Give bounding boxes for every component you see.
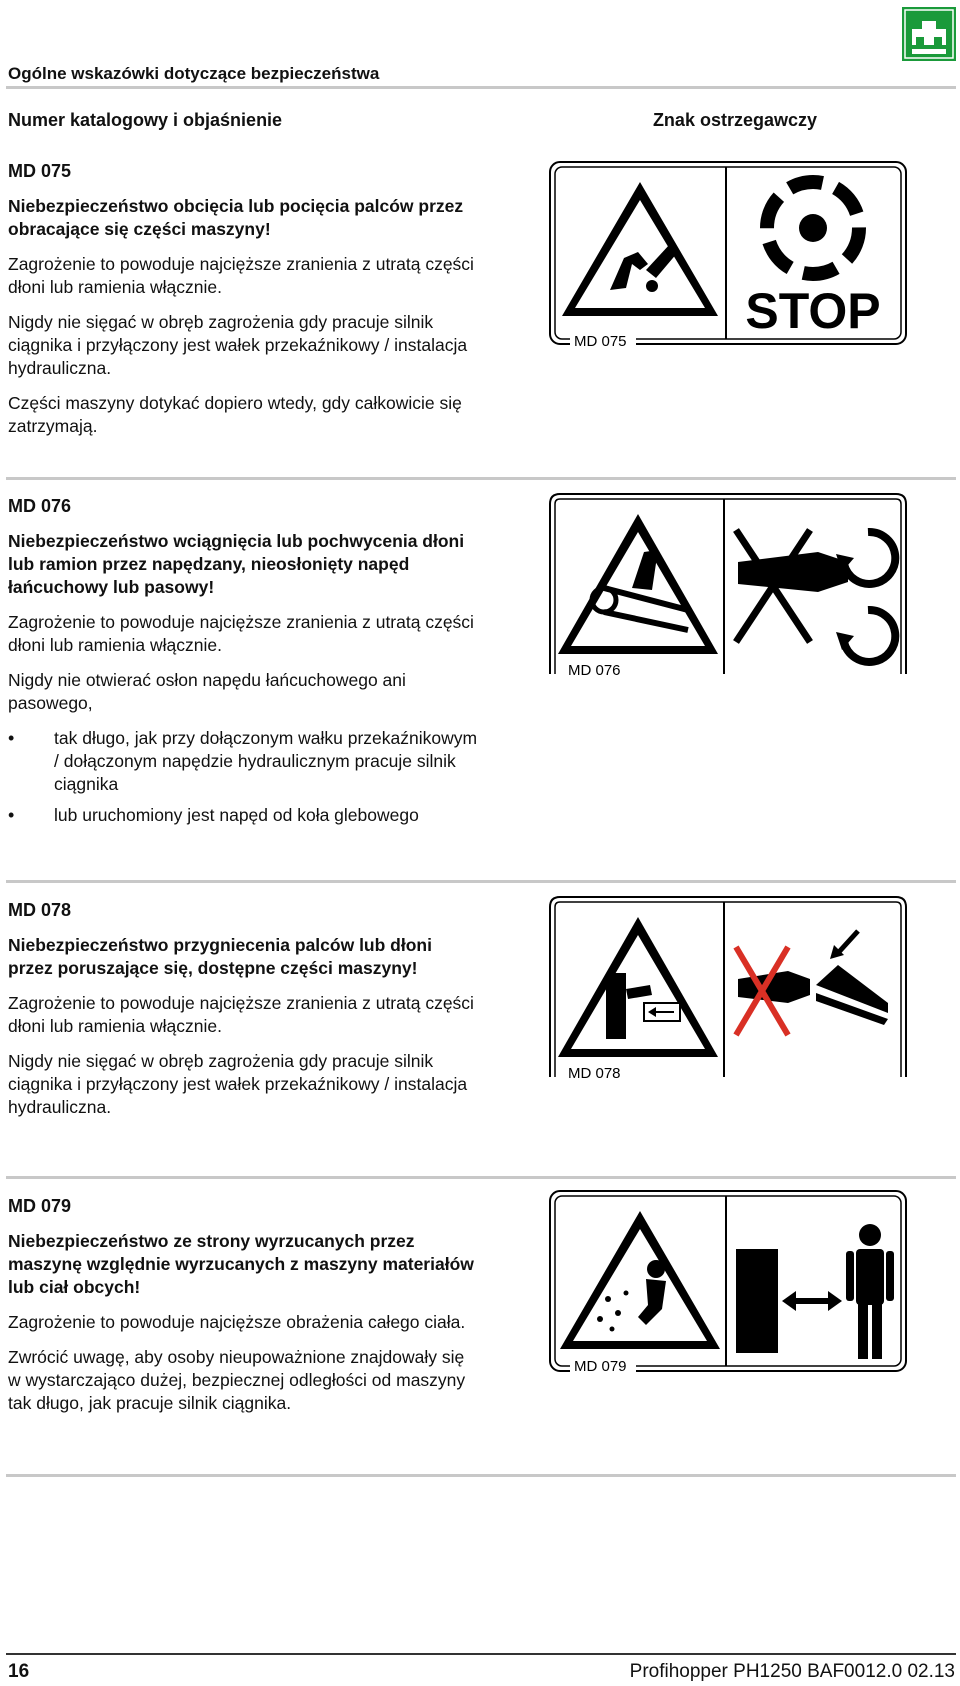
document-id: Profihopper PH1250 BAF0012.0 02.13 <box>629 1661 955 1682</box>
divider <box>6 1474 956 1477</box>
entry-paragraph: Zagrożenie to powoduje najcięższe zranienia z utratą części dłoni lub ramienia włącznie. <box>8 254 474 297</box>
entry-md076 <box>8 495 478 835</box>
entry-paragraph: Nigdy nie sięgać w obręb zagrożenia gdy pracuje silnik ciągnika i przyłączony jest wałek przekaźnikowy / instalacja hydrauliczna. <box>8 312 468 378</box>
rotating-blade-icon <box>767 182 859 274</box>
entry-paragraph: Nigdy nie sięgać w obręb zagrożenia gdy pracuje silnik ciągnika i przyłączony jest wałek przekaźnikowy / instalacja hydrauliczna. <box>8 1051 468 1117</box>
prohibited-hand-icon <box>736 947 810 1035</box>
warning-sign-md076 <box>548 492 908 682</box>
entry-paragraph: Zagrożenie to powoduje najcięższe obrażenia całego ciała. <box>8 1312 466 1332</box>
crush-point-icon <box>816 931 888 1025</box>
divider <box>6 477 956 480</box>
column-header-right: Znak ostrzegawczy <box>652 110 817 130</box>
stop-text: STOP <box>745 283 881 339</box>
hazard-triangle-icon <box>560 1211 720 1349</box>
bullet-list <box>8 727 478 827</box>
warning-sign-md078 <box>548 895 908 1085</box>
entry-warning: Niebezpieczeństwo przygniecenia palców lub dłoni przez poruszające się, dostępne części maszyny! <box>8 935 432 978</box>
machine-block-icon <box>736 1249 778 1353</box>
divider <box>6 1176 956 1179</box>
list-item: • lub uruchomiony jest napęd od koła glebowego <box>8 804 478 827</box>
hazard-triangle-icon <box>558 514 718 654</box>
entry-md079 <box>8 1195 478 1427</box>
column-header-left: Numer katalogowy i objaśnienie <box>8 110 283 130</box>
footer-divider <box>6 1653 956 1655</box>
entry-warning: Niebezpieczeństwo obcięcia lub pocięcia palców przez obracające się części maszyny! <box>8 196 464 239</box>
entry-paragraph: Części maszyny dotykać dopiero wtedy, gdy całkowicie się zatrzymają. <box>8 393 462 436</box>
sign-label: MD 078 <box>568 1065 621 1082</box>
entry-paragraph: Nigdy nie otwierać osłon napędu łańcuchowego ani pasowego, <box>8 670 406 713</box>
prohibited-hand-icon <box>736 530 848 642</box>
entry-warning: Niebezpieczeństwo wciągnięcia lub pochwycenia dłoni lub ramion przez napędzany, nieosłonięty napęd łańcuchowy lub pasowy! <box>8 531 465 597</box>
sign-label: MD 079 <box>574 1358 627 1375</box>
entry-code: MD 075 <box>8 161 72 181</box>
entry-warning: Niebezpieczeństwo ze strony wyrzucanych przez maszynę względnie wyrzucanych z maszyny materiałów lub ciał obcych! <box>8 1231 474 1297</box>
hazard-triangle-icon <box>558 917 718 1057</box>
person-icon <box>846 1224 894 1359</box>
sign-label: MD 075 <box>574 333 627 350</box>
warning-sign-md079 <box>548 1189 908 1379</box>
list-item: • tak długo, jak przy dołączonym wałku przekaźnikowym / dołączonym napędzie hydraulicznym pracuje silnik ciągnika <box>8 727 478 796</box>
entry-paragraph: Zagrożenie to powoduje najcięższe zranienia z utratą części dłoni lub ramienia włącznie. <box>8 993 474 1036</box>
entry-paragraph: Zwrócić uwagę, aby osoby nieupoważnione znajdowały się w wystarczająco dużej, bezpiecznej odległości od maszyny tak długo, jak pracuje silnik ciągnika. <box>8 1347 466 1413</box>
entry-code: MD 076 <box>8 496 72 516</box>
rotation-arrows-icon <box>836 532 895 662</box>
entry-code: MD 079 <box>8 1196 72 1216</box>
warning-sign-md075 <box>548 160 908 350</box>
entry-paragraph: Zagrożenie to powoduje najcięższe zranienia z utratą części dłoni lub ramienia włącznie. <box>8 612 474 655</box>
safe-distance-arrow-icon <box>782 1291 842 1311</box>
section-title: Ogólne wskazówki dotyczące bezpieczeństwa <box>8 64 380 83</box>
divider <box>6 86 956 89</box>
hazard-triangle-icon <box>562 182 718 316</box>
page-number: 16 <box>8 1661 30 1682</box>
entry-md075 <box>8 160 478 450</box>
entry-code: MD 078 <box>8 900 72 920</box>
sign-label: MD 076 <box>568 662 621 679</box>
entry-md078 <box>8 899 478 1131</box>
amazone-logo-icon <box>902 7 956 61</box>
divider <box>6 880 956 883</box>
